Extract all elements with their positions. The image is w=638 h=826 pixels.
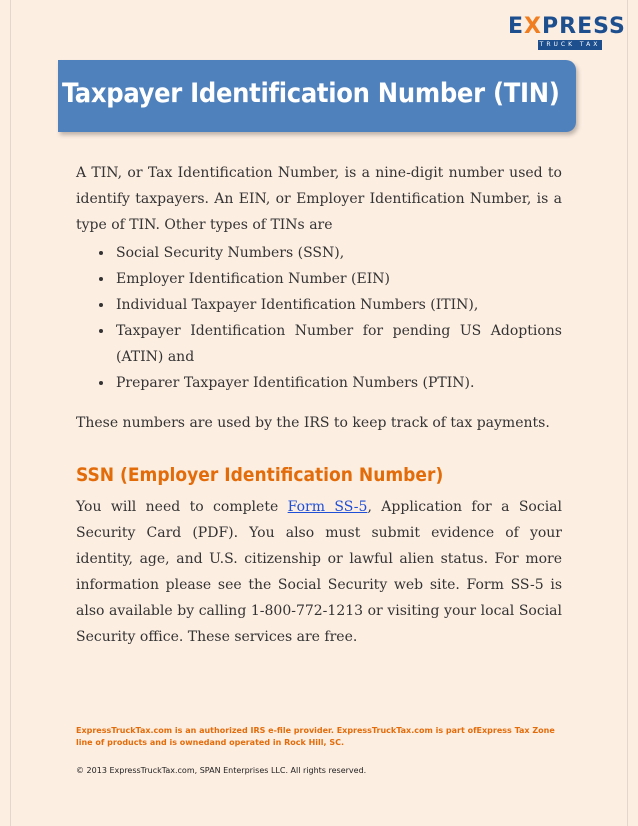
ssn-paragraph bbox=[76, 494, 562, 650]
express-truck-tax-logo bbox=[500, 14, 626, 52]
ssn-text-before: You will need to complete bbox=[76, 499, 288, 515]
list-item: • Employer Identification Number (EIN) bbox=[114, 266, 562, 292]
ssn-text-after: , Application for a Social Security Card (PDF). You also must submit evidence of your identity, age, and U.S. citizenship or lawful alien status. For more information please see the Social Security web site. Form SS-5 is also available by calling 1-800-772-1213 or visiting your local Social Security office. These services are free. bbox=[76, 499, 562, 645]
usage-paragraph: These numbers are used by the IRS to keep track of tax payments. bbox=[76, 415, 550, 431]
logo-word-suffix: PRESS bbox=[542, 14, 626, 39]
list-item: • Social Security Numbers (SSN), bbox=[114, 240, 562, 266]
footer bbox=[76, 725, 562, 777]
form-ss5-link[interactable]: Form SS-5 bbox=[287, 499, 368, 515]
ssn-heading: SSN (Employer Identification Number) bbox=[76, 464, 444, 486]
list-item: • Taxpayer Identification Number for pending US Adoptions (ATIN) and bbox=[114, 318, 562, 370]
list-item: • Preparer Taxpayer Identification Numbers (PTIN). bbox=[114, 370, 562, 396]
footer-note: ExpressTruckTax.com is an authorized IRS e-file provider. ExpressTruckTax.com is part ofExpress Tax Zone line of products and is ownedand operated in Rock Hill, SC. bbox=[76, 726, 555, 747]
logo-word-x: X bbox=[524, 14, 542, 39]
intro-paragraph: A TIN, or Tax Identification Number, is a nine-digit number used to identify taxpayers. An EIN, or Employer Identification Number, is a type of TIN. Other types of TINs are bbox=[76, 165, 562, 233]
logo-word bbox=[508, 16, 626, 38]
footer-copyright: © 2013 ExpressTruckTax.com, SPAN Enterprises LLC. All rights reserved. bbox=[76, 766, 367, 775]
tin-types-list bbox=[76, 240, 562, 396]
logo-word-prefix: E bbox=[508, 14, 525, 39]
logo-subtitle: TRUCK TAX bbox=[539, 41, 601, 48]
list-item: • Individual Taxpayer Identification Numbers (ITIN), bbox=[114, 292, 562, 318]
page-title: Taxpayer Identification Number (TIN) bbox=[62, 78, 560, 109]
main-content bbox=[76, 160, 562, 650]
